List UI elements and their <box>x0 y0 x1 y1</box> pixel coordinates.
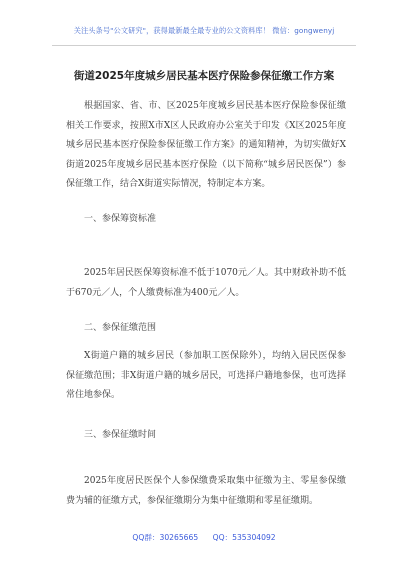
section-heading-1: 一、参保筹资标准 <box>84 214 157 224</box>
section-heading-3: 三、参保征缴时间 <box>84 430 157 440</box>
footer-contact <box>0 532 408 543</box>
paragraph-funding <box>66 264 346 303</box>
paragraph-scope <box>66 347 346 406</box>
paragraph-text: X街道户籍的城乡居民（参加职工医保除外），均纳入居民医保参保征缴范围；非X街道户籍的城乡居民，可选择户籍地参保，也可选择常住地参保。 <box>66 351 346 401</box>
paragraph-time <box>66 472 346 511</box>
footer-qq: QQ：535304092 <box>212 533 276 542</box>
paragraph-text: 2025年居民医保筹资标准不低于1070元／人。其中财政补助不低于670元／人，个人缴费标准为400元／人。 <box>66 268 346 298</box>
footer-qq-group: QQ群：30265665 <box>132 533 199 542</box>
header-divider <box>52 45 356 46</box>
section-heading-2: 二、参保征缴范围 <box>84 323 157 333</box>
document-title: 街道2025年度城乡居民基本医疗保险参保征缴工作方案 <box>73 70 335 82</box>
paragraph-text: 2025年度居民医保个人参保缴费采取集中征缴为主、零星参保缴费为辅的征缴方式，参保征缴期分为集中征缴期和零星征缴期。 <box>66 476 346 506</box>
paragraph-text: 根据国家、省、市、区2025年度城乡居民基本医疗保险参保征缴相关工作要求，按照X市X区人民政府办公室关于印发《X区2025年度城乡居民基本医疗保险参保征缴工作方案》的通知精神，为切实做好X街道2025年度城乡居民基本医疗保险（以下简称“城乡居民医保”）参保征缴工作，结合X街道实际情况，特制定本方案。 <box>66 101 346 190</box>
header-banner: 关注头条号"公文研究"，获得最新最全最专业的公文资料库！ 微信：gongwenyj <box>73 26 335 35</box>
paragraph-intro <box>66 97 346 195</box>
